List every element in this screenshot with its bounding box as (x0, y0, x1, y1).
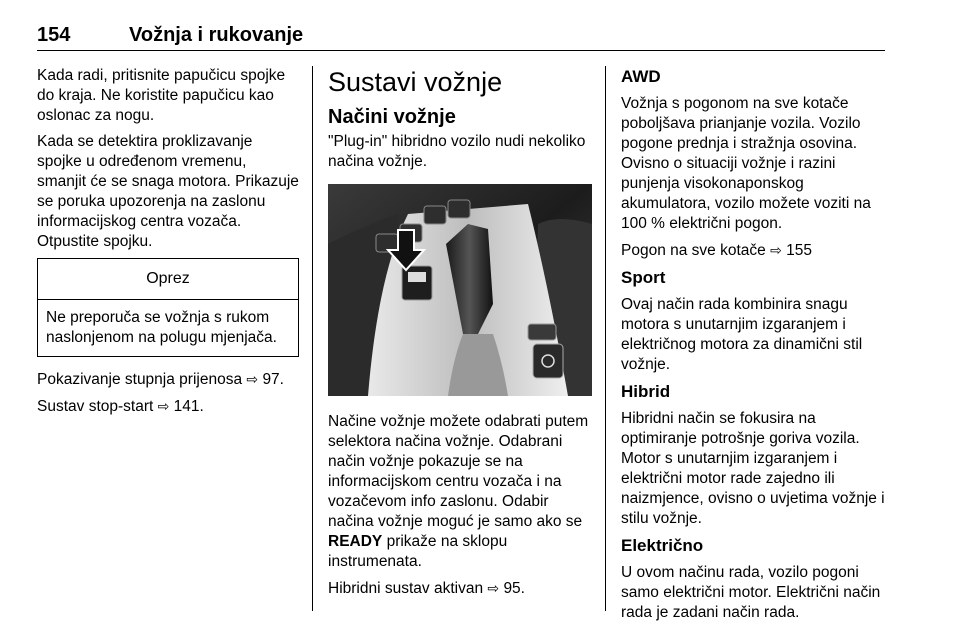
reference-page[interactable]: 95. (503, 580, 525, 597)
page-number: 154 (37, 24, 71, 46)
caution-text: Ne preporuča se vožnja s rukom naslonjenom na polugu mjenjača. (46, 309, 277, 346)
reference-text: Pokazivanje stupnja prijenosa (37, 371, 243, 388)
paragraph: "Plug-in" hibridno vozilo nudi nekoliko načina vožnje. (328, 133, 586, 170)
page-ref-arrow-icon: ⇨ (770, 242, 782, 258)
paragraph: Kada se detektira proklizavanje spojke u određenom vremenu, smanjit će se snaga motora. Prikazuje se poruka upozorenja na zaslonu informacijskog centra vozača. Otpustite spojku. (37, 133, 299, 250)
subsection-title: Načini vožnje (328, 106, 456, 128)
paragraph: Kada radi, pritisnite papučicu spojke do kraja. Ne koristite papučicu kao oslonac za nogu. (37, 67, 286, 124)
reference-page[interactable]: 155 (786, 242, 813, 259)
reference-page[interactable]: 141. (173, 398, 204, 415)
cross-reference (37, 396, 299, 417)
drive-mode-selector-photo (328, 184, 592, 396)
hibrid-heading: Hibrid (621, 382, 671, 401)
ready-indicator-label: READY (328, 533, 383, 550)
sport-heading: Sport (621, 268, 666, 287)
cross-reference (621, 240, 886, 261)
page-title: Vožnja i rukovanje (129, 24, 304, 46)
paragraph: U ovom načinu rada, vozilo pogoni samo električni motor. Električni način rada je zadani način rada. (621, 564, 881, 621)
reference-text: Sustav stop-start (37, 398, 154, 415)
section-title: Sustavi vožnje (328, 67, 503, 97)
column-divider (312, 66, 313, 611)
page-header (37, 0, 885, 51)
column-right (621, 66, 886, 629)
caution-title: Oprez (38, 259, 298, 300)
paragraph: Hibridni način se fokusira na optimiranje potrošnje goriva vozila. Motor s unutarnjim izgaranjem i električni motor rade zajedno ili naizmjence, ovisno o uvjetima vožnje i stilu vožnje. (621, 410, 885, 527)
page-ref-arrow-icon: ⇨ (246, 371, 259, 387)
paragraph: Vožnja s pogonom na sve kotače poboljšava prianjanje vozila. Vozilo pogone prednja i stražnja osovina. Ovisno o situaciji vožnje i razini punjenja visokonaponskog akumulatora, vozilo možete voziti na 100 % električni pogon. (621, 95, 871, 232)
reference-page[interactable]: 97. (262, 371, 284, 388)
cross-reference (328, 578, 592, 599)
paragraph: Ovaj način rada kombinira snagu motora s unutarnjim izgaranjem i električnog motora za dinamični stil vožnje. (621, 296, 863, 373)
paragraph: Načine vožnje možete odabrati putem selektora načina vožnje. Odabrani način vožnje pokazuje se na informacijskom centru vozača i na vozačevom info zaslonu. Odabir načina vožnje moguć je samo ako se READY prikaže na sklopu instrumenata. (328, 413, 589, 570)
caution-box (37, 258, 299, 357)
column-middle (328, 66, 592, 605)
reference-text: Hibridni sustav aktivan (328, 580, 484, 597)
page-ref-arrow-icon: ⇨ (487, 580, 500, 596)
reference-text: Pogon na sve kotače (621, 242, 766, 259)
column-left (37, 66, 299, 423)
cross-reference (37, 369, 299, 390)
awd-heading: AWD (621, 67, 661, 86)
elektricno-heading: Električno (621, 536, 704, 555)
column-divider (605, 66, 606, 611)
page-ref-arrow-icon: ⇨ (157, 398, 170, 414)
